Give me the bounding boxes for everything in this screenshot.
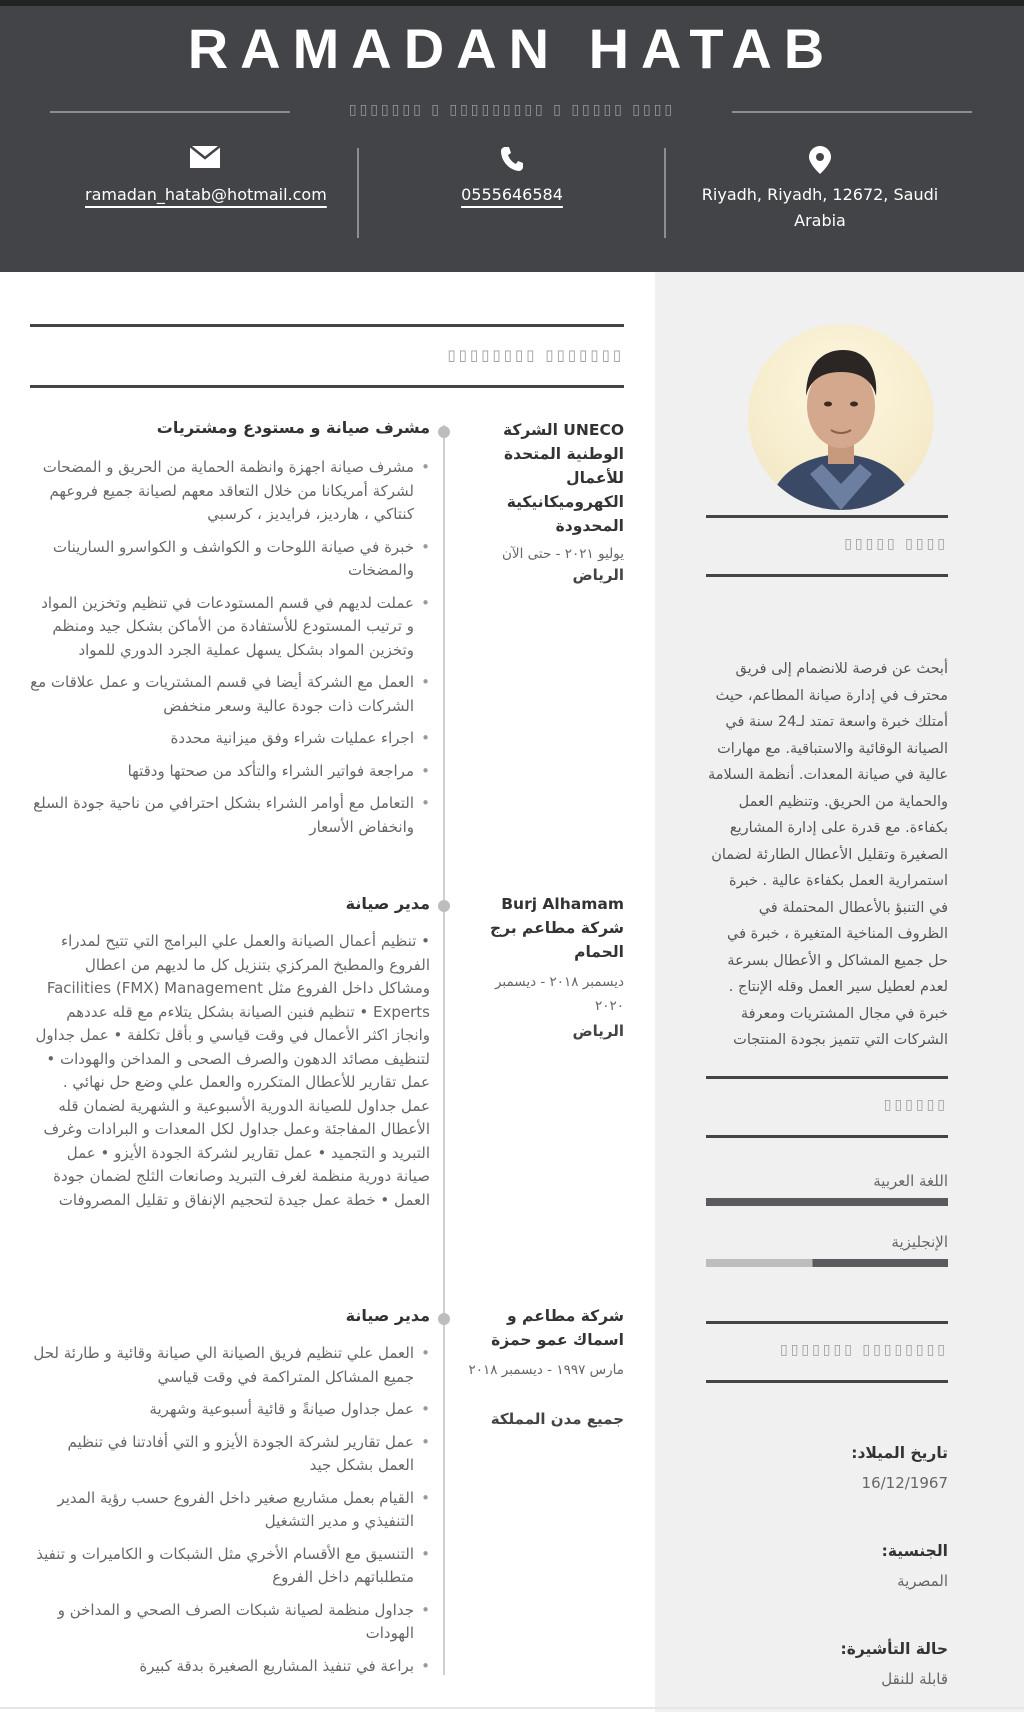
list-item: • العمل علي تنظيم فريق الصيانة الي صيانة وقائية و طارئة لحل جميع المشاكل المتراكمة في وقت قياسي [30,1342,430,1389]
job-dates: مارس ١٩٩٧ - ديسمبر ٢٠١٨ [468,1362,624,1378]
map-pin-icon [700,146,940,178]
list-item: • مشرف صيانة اجهزة وانظمة الحماية من الحريق و المضحات لشركة أمريكانا من خلال التعاقد معهم لصيانة جميع فروعهم كنتاكي ، هارديز، فرايديز ، كرسبي [30,456,430,527]
languages-heading-text: ▯▯▯▯▯▯ [883,1097,948,1113]
summary-heading-text: ▯▯▯▯▯ ▯▯▯▯ [844,536,948,552]
contact-divider [664,148,666,238]
language-arabic-bar [706,1198,948,1206]
candidate-name: RAMADAN HATAB [187,17,837,80]
list-item: • براعة في تنفيذ المشاريع الصغيرة بدقة كبيرة [30,1655,430,1679]
list-item: • التنسيق مع الأقسام الأخري مثل الشبكات و الكاميرات و تنفيذ متطلباتهم داخل الفروع [30,1543,430,1590]
personal-info-heading-text: ▯▯▯▯▯▯▯ ▯▯▯▯▯▯▯▯ [779,1342,948,1358]
professional-title: ▯▯▯▯▯▯▯ ▯ ▯▯▯▯▯▯▯▯▯ ▯ ▯▯▯▯▯ ▯▯▯▯ [348,102,676,118]
company-name: شركة مطاعم و اسماك عمو حمزة [491,1307,624,1349]
sidebar [655,272,1024,1712]
job-title: مشرف صيانة و مستودع ومشتريات [156,418,430,437]
job-responsibilities [30,456,430,848]
contact-phone[interactable] [412,146,612,208]
list-item: • اجراء عمليات شراء وفق ميزانية محددة [30,727,430,751]
list-item: • عمل تقارير لشركة الجودة الأيزو و التي أفادتنا في تنظيم العمل بشكل جيد [30,1431,430,1478]
language-english-bar [706,1259,948,1267]
contact-divider [357,148,359,238]
language-english-label: الإنجليزية [891,1233,948,1251]
timeline-line [443,425,445,1675]
job-title: مدير صيانة [345,1306,430,1325]
visa-status-label: حالة التأشيرة: [840,1640,948,1658]
contact-email[interactable] [85,146,325,208]
page-bottom-divider [0,1707,1024,1709]
experience-heading-text: ▯▯▯▯▯▯▯▯ ▯▯▯▯▯▯▯ [447,346,624,364]
contact-address [700,146,940,234]
list-item: • خبرة في صيانة اللوحات و الكواشف و الكواسرو السارينات والمضخات [30,536,430,583]
phone-value[interactable]: 0555646584 [461,185,563,204]
list-item: • عملت لديهم في قسم المستودعات في تنظيم وتخزين المواد و ترتيب المستودع للأستفادة من الأماكن بشكل جيد ومنظم وتخزين المواد بشكل يسهل عملية الجرد الدوري للمواد [30,592,430,663]
list-item: • التعامل مع أوامر الشراء بشكل احترافي من ناحية جودة السلع وانخفاض الأسعار [30,792,430,839]
address-value: Riyadh, Riyadh, 12672, Saudi Arabia [701,185,939,230]
birthdate-label: تاريخ الميلاد: [851,1444,948,1462]
job-title: مدير صيانة [345,894,430,913]
email-value[interactable]: ramadan_hatab@hotmail.com [85,185,327,204]
job-responsibilities [30,1342,430,1687]
timeline-dot [438,900,450,912]
job-location: الرياض [572,566,624,584]
phone-icon [412,146,612,178]
nationality-value: المصرية [897,1572,948,1590]
company-name: Burj Alhamam شركة مطاعم برج الحمام [490,895,624,961]
visa-status-value: قابلة للنقل [881,1670,948,1688]
profile-photo [748,324,934,510]
professional-summary: أبحث عن فرصة للانضمام إلى فريق محترف في إدارة صيانة المطاعم، حيث أمتلك خبرة واسعة تمتد لـ24 سنة في الصيانة الوقائية والاستباقية. مع مهارات عالية في صيانة المعدات. أنظمة السلامة والحماية من الحريق. وتنظيم العمل بكفاءة. مع قدرة على إدارة المشاريع الصغيرة وتقليل الأعطال الطارئة لضمان استمرارية العمل بكفاءة عالية . خبرة في التنبؤ بالأعطال المحتملة في الظروف المناخية المتغيرة ، خبرة في حل جميع المشاكل و الأعطال بسرعة لعدم لعطيل سير العمل وقله الإنتاج . خبرة في مجال المشتريات ومعرفة الشركات التي تتميز بجودة المنتجات [707,661,948,1048]
summary-heading [706,515,948,577]
personal-info-heading [706,1321,948,1383]
list-item: • عمل جداول صيانةً و قائية أسبوعية وشهرية [30,1398,430,1422]
birthdate-value: 16/12/1967 [861,1474,948,1492]
nationality-label: الجنسية: [881,1542,948,1560]
timeline-dot [438,426,450,438]
title-divider-right [732,111,972,113]
job-location: جميع مدن المملكة [490,1410,624,1428]
job-dates: ديسمبر ٢٠١٨ - ديسمبر ٢٠٢٠ [494,974,624,1014]
list-item: • العمل مع الشركة أيضا في قسم المشتريات و عمل علاقات مع الشركات ذات جودة عالية وسعر منخفض [30,671,430,718]
job-location: الرياض [572,1022,624,1040]
list-item: • مراجعة فواتير الشراء والتأكد من صحتها ودقتها [30,760,430,784]
job-dates: يوليو ٢٠٢١ - حتى الآن [502,546,624,562]
timeline-dot [438,1313,450,1325]
list-item: • القيام بعمل مشاريع صغير داخل الفروع حسب رؤية المدير التنفيذي و مدير التشغيل [30,1487,430,1534]
languages-heading [706,1076,948,1138]
experience-heading [30,324,624,388]
list-item: • جداول منظمة لصيانة شبكات الصرف الصحي و المداخن و الهودات [30,1599,430,1646]
company-name: UNECO الشركة الوطنية المتحدة للأعمال الكهروميكانيكية المحدودة [502,421,624,535]
job-title-row [0,102,1024,122]
envelope-icon [85,146,325,178]
language-arabic-label: اللغة العربية [873,1172,948,1190]
job-description: • تنظيم أعمال الصيانة والعمل علي البرامج التي تتيح لمدراء الفروع والمطبخ المركزي بتنزيل كل ما لديهم من اعطال ومشاكل داخل الفروع مثل Facilities (FMX) Management Experts • تنظيم فنين الصيانة بشكل يتلاءم مع قله عددهم وانجاز اكثر الأعمال في وقت قياسي و بأقل تكلفة • عمل جداول لتنظيف مصائد الدهون والصرف الصحى و المداخن والهودات • عمل تقارير للأعطال المتكرره والعمل علي وضع حل نهائي . عمل جداول للصيانة الدورية الأسبوعية و الشهرية لضمان قله الأعطال المفاجئة وعمل جداول لكل المعدات و البرادات وغرف التبريد و التجميد • عمل تقارير لشركة الجودة الأيزو • عمل صيانة دورية منظمة لغرف التبريد وصانعات الثلج لضمان جودة العمل • خطة عمل جيدة لتحجيم الإنفاق و تقليل المصروفات [35,932,430,1209]
header [0,0,1024,272]
